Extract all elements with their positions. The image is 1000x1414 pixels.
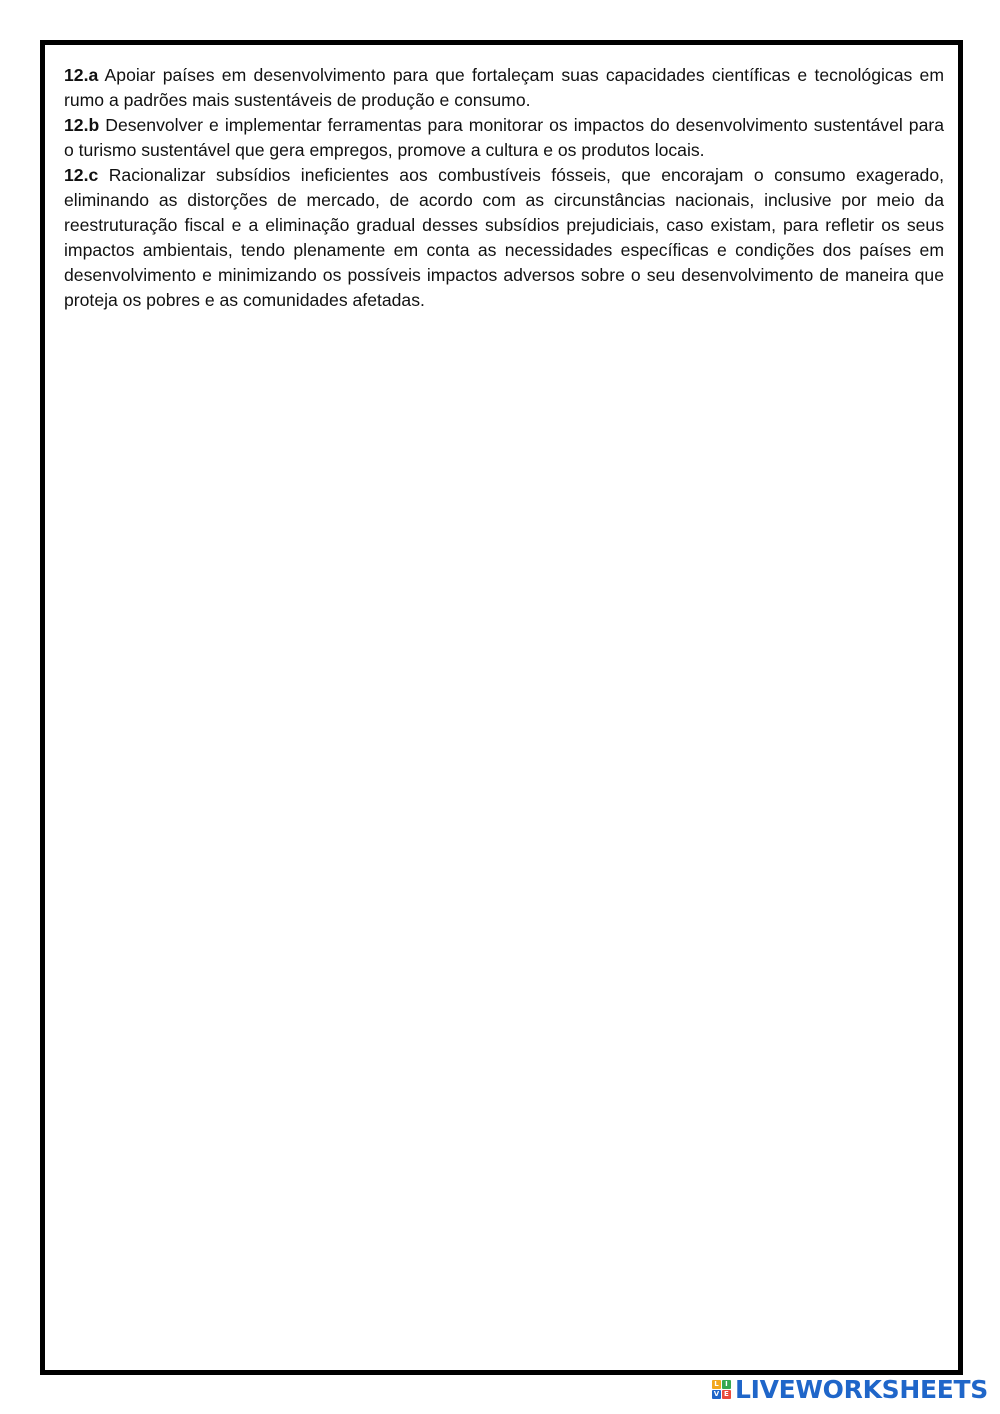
paragraph-12c xyxy=(64,163,944,313)
liveworksheets-logo-icon xyxy=(712,1380,731,1399)
brand-wordmark: LIVEWORKSHEETS xyxy=(734,1374,988,1404)
paragraph-label: 12.c xyxy=(64,165,99,185)
paragraph-text: Desenvolver e implementar ferramentas para monitorar os impactos do desenvolvimento sustentável para o turismo sustentável que gera empregos, promove a cultura e os produtos locais. xyxy=(64,115,944,160)
document-body xyxy=(64,63,944,313)
paragraph-text: Racionalizar subsídios ineficientes aos combustíveis fósseis, que encorajam o consumo exagerado, eliminando as distorções de mercado, de acordo com as circunstâncias nacionais, inclusive por meio da reestruturação fiscal e a eliminação gradual desses subsídios prejudiciais, caso existam, para refletir os seus impactos ambientais, tendo plenamente em conta as necessidades específicas e condições dos países em desenvolvimento e minimizando os possíveis impactos adversos sobre o seu desenvolvimento de maneira que proteja os pobres e as comunidades afetadas. xyxy=(64,165,944,310)
page-frame xyxy=(40,40,963,1375)
paragraph-label: 12.b xyxy=(64,115,100,135)
logo-tile-e: E xyxy=(722,1390,731,1399)
paragraph-label: 12.a xyxy=(64,65,99,85)
paragraph-12a xyxy=(64,63,944,113)
logo-tile-l: L xyxy=(712,1380,721,1389)
paragraph-12b xyxy=(64,113,944,163)
logo-tile-i: I xyxy=(722,1380,731,1389)
liveworksheets-brand xyxy=(712,1372,988,1406)
paragraph-text: Apoiar países em desenvolvimento para que fortaleçam suas capacidades científicas e tecnológicas em rumo a padrões mais sustentáveis de produção e consumo. xyxy=(64,65,944,110)
logo-tile-v: V xyxy=(713,1389,720,1398)
